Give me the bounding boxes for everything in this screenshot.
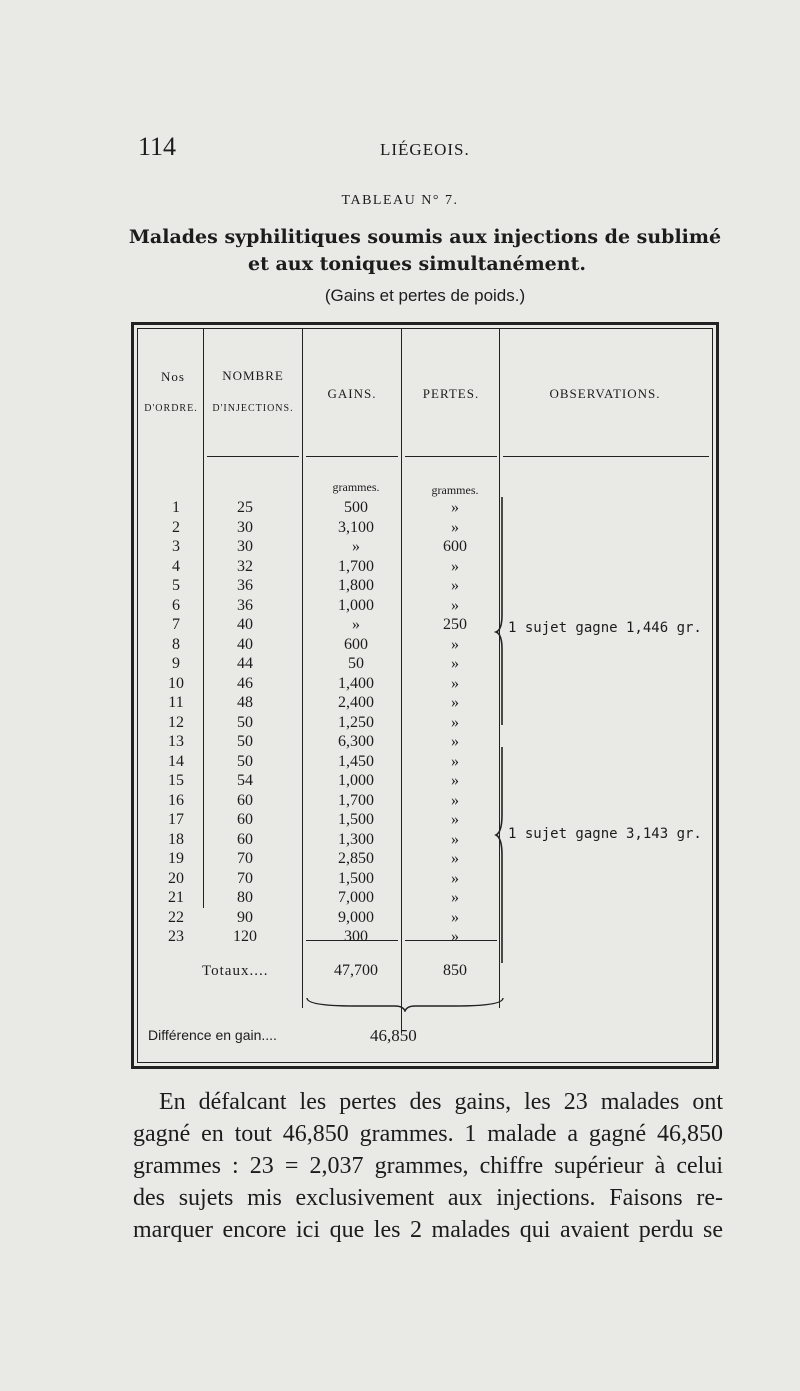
header-rule bbox=[503, 456, 709, 457]
totaux-pertes: 850 bbox=[443, 962, 467, 979]
table-cell-no: 9 bbox=[172, 655, 180, 672]
table-cell-no: 17 bbox=[168, 811, 184, 828]
table-subtitle: (Gains et pertes de poids.) bbox=[324, 286, 526, 305]
column-rule bbox=[401, 328, 402, 1033]
table-cell-perte: » bbox=[451, 499, 459, 516]
table-cell-gain: 2,850 bbox=[338, 850, 374, 867]
table-cell-inj: 120 bbox=[233, 928, 257, 945]
table-cell-no: 4 bbox=[172, 557, 180, 575]
header-gains: GAINS. bbox=[327, 386, 377, 401]
table-cell-perte: » bbox=[451, 928, 459, 945]
table-cell-inj: 40 bbox=[237, 635, 253, 653]
table-cell-inj: 30 bbox=[237, 538, 253, 555]
table-cell-inj: 50 bbox=[237, 752, 253, 770]
table-cell-perte: » bbox=[451, 694, 459, 711]
table-cell-no: 8 bbox=[172, 635, 180, 653]
header-rule bbox=[405, 456, 497, 457]
difference-label: Différence en gain.... bbox=[148, 1027, 277, 1043]
table-cell-no: 7 bbox=[172, 616, 180, 633]
table-cell-perte: » bbox=[451, 752, 459, 770]
table-cell-gain: 2,400 bbox=[338, 694, 374, 711]
table-cell-inj: 60 bbox=[237, 830, 253, 848]
table-cell-gain: » bbox=[352, 538, 360, 555]
table-cell-inj: 70 bbox=[237, 869, 253, 887]
difference-brace bbox=[305, 996, 505, 1012]
table-cell-no: 15 bbox=[168, 772, 184, 789]
table-cell-no: 6 bbox=[172, 596, 180, 614]
table-cell-inj: 25 bbox=[237, 499, 253, 516]
table-cell-gain: 50 bbox=[348, 655, 364, 672]
body-line: gagné en tout 46,850 grammes. 1 malade a gagné 46,850 bbox=[133, 1121, 723, 1147]
table-cell-perte: » bbox=[451, 635, 459, 653]
table-cell-gain: 1,000 bbox=[338, 596, 374, 614]
table-cell-gain: » bbox=[352, 616, 360, 633]
table-cell-gain: 600 bbox=[344, 635, 368, 653]
table-cell-inj: 80 bbox=[237, 889, 253, 906]
table-cell-perte: » bbox=[451, 518, 459, 536]
table-cell-inj: 60 bbox=[237, 791, 253, 809]
table-cell-gain: 1,800 bbox=[338, 577, 374, 594]
table-cell-inj: 40 bbox=[237, 616, 253, 633]
column-injections bbox=[215, 498, 275, 947]
table-cell-no: 13 bbox=[168, 733, 184, 750]
totaux-gains: 47,700 bbox=[334, 962, 378, 979]
table-cell-perte: 250 bbox=[443, 616, 467, 633]
table-cell-perte: » bbox=[451, 830, 459, 848]
table-cell-gain: 1,700 bbox=[338, 557, 374, 575]
totaux-label: Totaux.... bbox=[202, 963, 269, 979]
table-cell-no: 16 bbox=[168, 791, 184, 809]
table-cell-gain: 1,500 bbox=[338, 811, 374, 828]
table-cell-gain: 1,000 bbox=[338, 772, 374, 789]
table-cell-inj: 32 bbox=[237, 557, 253, 575]
observation-brace bbox=[494, 495, 510, 965]
gains-unit: grammes. bbox=[332, 480, 380, 494]
table-cell-no: 20 bbox=[168, 869, 184, 887]
table-cell-no: 18 bbox=[168, 830, 184, 848]
table-cell-no: 21 bbox=[168, 889, 184, 906]
header-inj-sub: D'INJECTIONS. bbox=[212, 403, 294, 414]
table-cell-no: 22 bbox=[168, 908, 184, 926]
table-cell-no: 14 bbox=[168, 752, 184, 770]
table-cell-inj: 36 bbox=[237, 577, 253, 594]
table-cell-no: 23 bbox=[168, 928, 184, 945]
table-cell-no: 1 bbox=[172, 499, 180, 516]
header-no-sub: D'ORDRE. bbox=[144, 403, 198, 414]
table-cell-perte: 600 bbox=[443, 538, 467, 555]
body-line: marquer encore ici que les 2 malades qui avaient perdu se bbox=[133, 1217, 723, 1243]
table-cell-inj: 50 bbox=[237, 713, 253, 731]
table-cell-inj: 70 bbox=[237, 850, 253, 867]
table-cell-gain: 1,400 bbox=[338, 674, 374, 692]
table-cell-gain: 7,000 bbox=[338, 889, 374, 906]
table-cell-perte: » bbox=[451, 713, 459, 731]
table-cell-inj: 48 bbox=[237, 694, 253, 711]
table-cell-perte: » bbox=[451, 772, 459, 789]
table-cell-inj: 46 bbox=[237, 674, 253, 692]
table-cell-perte: » bbox=[451, 557, 459, 575]
table-cell-no: 10 bbox=[168, 674, 184, 692]
table-cell-no: 2 bbox=[172, 518, 180, 536]
table-cell-gain: 1,450 bbox=[338, 752, 374, 770]
table-cell-inj: 54 bbox=[237, 772, 253, 789]
table-cell-perte: » bbox=[451, 850, 459, 867]
table-cell-perte: » bbox=[451, 577, 459, 594]
table-title-line1: Malades syphilitiques soumis aux injections de sublimé bbox=[128, 226, 722, 248]
table-cell-inj: 60 bbox=[237, 811, 253, 828]
table-cell-no: 5 bbox=[172, 577, 180, 594]
observation-2: 1 sujet gagne 3,143 gr. bbox=[508, 826, 702, 842]
table-label: TABLEAU N° 7. bbox=[341, 193, 459, 208]
column-no bbox=[150, 498, 202, 947]
column-rule bbox=[302, 328, 303, 1008]
difference-value: 46,850 bbox=[370, 1026, 417, 1045]
running-head: LIÉGEOIS. bbox=[380, 140, 470, 159]
column-pertes bbox=[420, 498, 490, 947]
column-gains bbox=[320, 498, 392, 947]
table-cell-inj: 36 bbox=[237, 596, 253, 614]
table-title-line2: et aux toniques simultanément. bbox=[248, 253, 586, 275]
header-rule bbox=[207, 456, 299, 457]
body-paragraph bbox=[133, 1086, 723, 1246]
table-cell-inj: 30 bbox=[237, 518, 253, 536]
header-rule bbox=[306, 456, 398, 457]
header-observations: OBSERVATIONS. bbox=[549, 386, 661, 401]
table-cell-gain: 1,500 bbox=[338, 869, 374, 887]
header-pertes: PERTES. bbox=[422, 386, 480, 401]
table-cell-gain: 1,300 bbox=[338, 830, 374, 848]
page-number: 114 bbox=[138, 132, 177, 161]
body-line: des sujets mis exclusivement aux injections. Faisons re- bbox=[133, 1185, 723, 1211]
table-cell-perte: » bbox=[451, 811, 459, 828]
table-cell-inj: 44 bbox=[237, 655, 253, 672]
table-cell-perte: » bbox=[451, 596, 459, 614]
header-inj: NOMBRE bbox=[222, 368, 284, 383]
table-cell-no: 12 bbox=[168, 713, 184, 731]
table-cell-gain: 300 bbox=[344, 928, 368, 945]
observation-1: 1 sujet gagne 1,446 gr. bbox=[508, 620, 702, 636]
table-cell-perte: » bbox=[451, 791, 459, 809]
table-cell-perte: » bbox=[451, 889, 459, 906]
table-cell-gain: 6,300 bbox=[338, 733, 374, 750]
table-cell-gain: 500 bbox=[344, 499, 368, 516]
table-cell-no: 19 bbox=[168, 850, 184, 867]
body-line: En défalcant les pertes des gains, les 23 malades ont bbox=[159, 1089, 723, 1115]
table-cell-no: 3 bbox=[172, 538, 180, 555]
pertes-unit: grammes. bbox=[431, 483, 479, 497]
body-line: grammes : 23 = 2,037 grammes, chiffre supérieur à celui bbox=[133, 1153, 723, 1179]
table-cell-perte: » bbox=[451, 908, 459, 926]
table-cell-inj: 90 bbox=[237, 908, 253, 926]
table-cell-gain: 3,100 bbox=[338, 518, 374, 536]
table-cell-no: 11 bbox=[168, 694, 184, 711]
table-cell-gain: 9,000 bbox=[338, 908, 374, 926]
table-cell-perte: » bbox=[451, 869, 459, 887]
table-cell-perte: » bbox=[451, 655, 459, 672]
table-cell-perte: » bbox=[451, 674, 459, 692]
table-cell-gain: 1,250 bbox=[338, 713, 374, 731]
table-cell-inj: 50 bbox=[237, 733, 253, 750]
table-cell-perte: » bbox=[451, 733, 459, 750]
column-rule bbox=[203, 328, 204, 908]
header-no: Nos bbox=[161, 369, 185, 384]
table-cell-gain: 1,700 bbox=[338, 791, 374, 809]
